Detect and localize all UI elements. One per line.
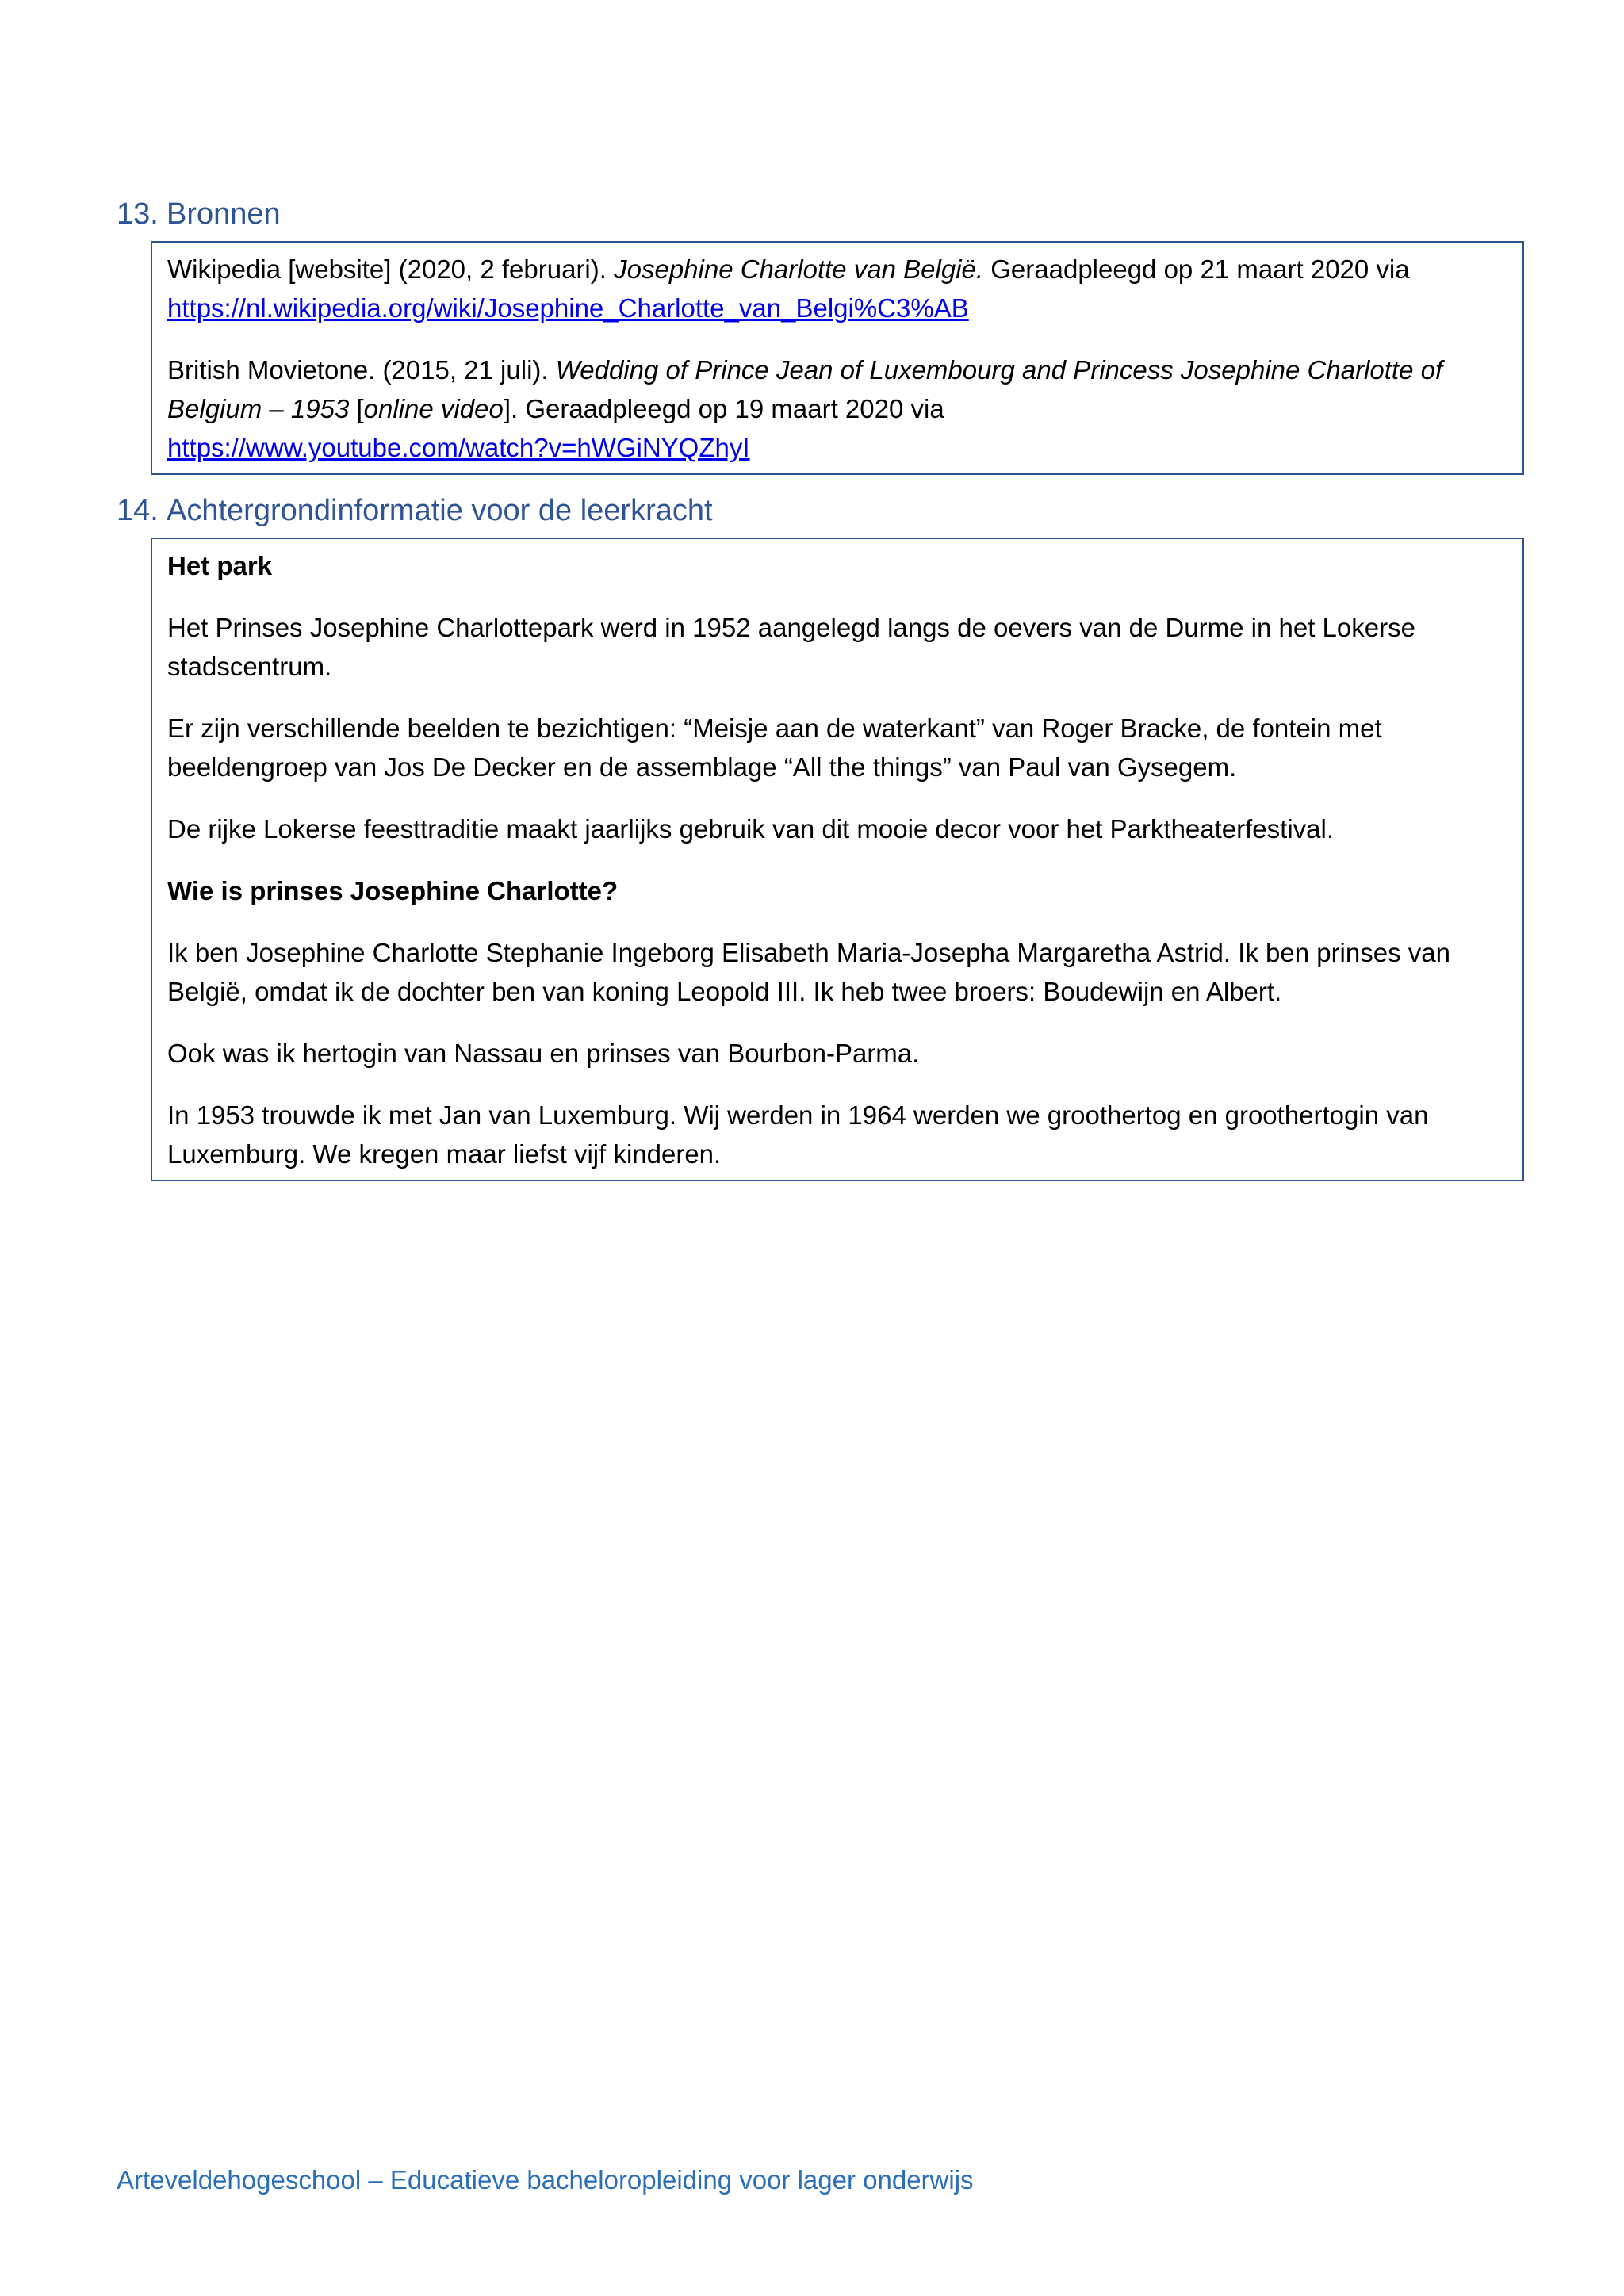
park-paragraph-3: De rijke Lokerse feesttraditie maakt jaarlijks gebruik van dit mooie decor voor het Parktheaterfestival. [167, 814, 1335, 844]
who-heading: Wie is prinses Josephine Charlotte? [167, 876, 619, 905]
background-info-box [151, 538, 1524, 1181]
source-youtube [167, 350, 1508, 467]
source-youtube-pre: British Movietone. (2015, 21 juli). [167, 355, 556, 385]
section-13-title: Bronnen [167, 197, 281, 231]
section-13-heading [117, 197, 281, 233]
park-paragraph-1: Het Prinses Josephine Charlottepark werd in 1952 aangelegd langs de oevers van de Durme in het Lokerse stadscentrum. [167, 613, 1415, 681]
section-14-heading [117, 493, 713, 530]
section-14-number: 14. [117, 494, 159, 527]
source-wikipedia [167, 250, 1508, 327]
who-paragraph-3: In 1953 trouwde ik met Jan van Luxemburg. Wij werden in 1964 werden we groothertog en groothertogin van Luxemburg. We kregen maar liefst vijf kinderen. [167, 1100, 1429, 1169]
page-footer: Arteveldehogeschool – Educatieve bacheloropleiding voor lager onderwijs [117, 2165, 974, 2195]
who-paragraph-1: Ik ben Josephine Charlotte Stephanie Ingeborg Elisabeth Maria-Josepha Margaretha Astrid. Ik ben prinses van België, omdat ik de dochter ben van koning Leopold III. Ik heb twee broers: Boudewijn en Albert. [167, 938, 1450, 1006]
source-youtube-bracket-close: ] [503, 394, 511, 423]
park-heading: Het park [167, 551, 273, 580]
source-wikipedia-title: Josephine Charlotte van België. [614, 254, 984, 284]
source-youtube-bracket-open: [ [349, 394, 364, 423]
source-youtube-medium: online video [363, 394, 504, 423]
source-wikipedia-link[interactable]: https://nl.wikipedia.org/wiki/Josephine_Charlotte_van_Belgi%C3%AB [167, 293, 969, 323]
who-paragraph-2: Ook was ik hertogin van Nassau en prinses van Bourbon-Parma. [167, 1039, 920, 1068]
sources-box [151, 241, 1524, 475]
source-youtube-title: Wedding of Prince Jean of Luxembourg and Princess Josephine Charlotte of Belgium – 1953 [167, 355, 1443, 423]
source-wikipedia-post: Geraadpleegd op 21 maart 2020 via [983, 254, 1410, 284]
source-wikipedia-pre: Wikipedia [website] (2020, 2 februari). [167, 254, 615, 284]
section-14-title: Achtergrondinformatie voor de leerkracht [167, 494, 713, 527]
park-paragraph-2: Er zijn verschillende beelden te bezichtigen: “Meisje aan de waterkant” van Roger Bracke, de fontein met beeldengroep van Jos De Decker en de assemblage “All the things” van Paul van Gysegem. [167, 714, 1382, 782]
source-youtube-link[interactable]: https://www.youtube.com/watch?v=hWGiNYQZhyI [167, 433, 750, 462]
section-13-number: 13. [117, 197, 159, 231]
source-youtube-post: . Geraadpleegd op 19 maart 2020 via [510, 394, 944, 423]
